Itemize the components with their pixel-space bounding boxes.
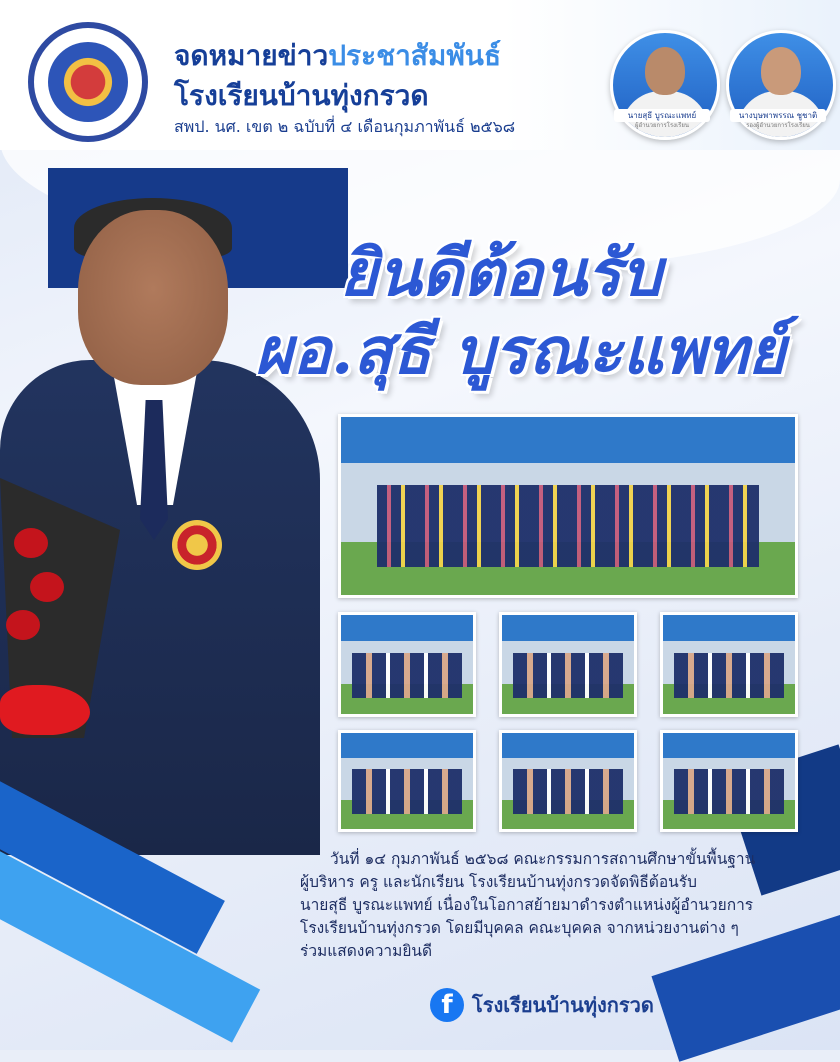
photo-people: [674, 653, 785, 699]
issue-info: สพป. นศ. เขต ๒ ฉบับที่ ๔ เดือนกุมภาพันธ์ ๒๕๖๘: [174, 117, 516, 136]
event-photo: [499, 730, 637, 832]
event-photo-main: [338, 414, 798, 598]
article-line: นายสุธี บูรณะแพทย์ เนื่องในโอกาสย้ายมาดำรงตำแหน่งผู้อำนวยการ: [300, 896, 754, 914]
ribbon-icon: [0, 685, 90, 735]
school-name: โรงเรียนบ้านทุ่งกรวด: [174, 79, 429, 112]
article-line: ผู้บริหาร ครู และนักเรียน โรงเรียนบ้านทุ่งกรวดจัดพิธีต้อนรับ: [300, 873, 697, 891]
photo-people: [377, 485, 758, 567]
facebook-page-link[interactable]: [430, 988, 654, 1022]
badge-icon: [172, 520, 222, 570]
newsletter-title: [174, 34, 501, 78]
photo-ceiling: [341, 417, 795, 463]
photo-people: [674, 769, 785, 813]
article-text: [300, 848, 780, 963]
facebook-icon[interactable]: f: [430, 988, 464, 1022]
face-shape: [645, 47, 685, 95]
photo-people: [513, 653, 624, 699]
rose-icon: [30, 572, 64, 602]
rose-icon: [6, 610, 40, 640]
event-photo: [499, 612, 637, 717]
title-part-pr: ประชาสัมพันธ์: [328, 39, 502, 72]
event-photo: [660, 730, 798, 832]
facebook-page-name[interactable]: โรงเรียนบ้านทุ่งกรวด: [472, 993, 654, 1017]
photo-ceiling: [663, 615, 795, 641]
event-photo: [338, 730, 476, 832]
photo-ceiling: [341, 733, 473, 758]
photo-people: [352, 653, 463, 699]
event-photo: [660, 612, 798, 717]
headline-director: ผอ.สุธี บูรณะแพทย์: [255, 314, 786, 389]
deputy-name: นางบุษพาพรรณ ชูชาติ: [730, 109, 826, 122]
photo-people: [513, 769, 624, 813]
director-name: นายสุธี บูรณะแพทย์: [614, 109, 710, 122]
rose-icon: [14, 528, 48, 558]
photo-ceiling: [663, 733, 795, 758]
director-role: ผู้อำนวยการโรงเรียน: [635, 122, 689, 129]
photo-ceiling: [341, 615, 473, 641]
headline-welcome: ยินดีต้อนรับ: [340, 236, 662, 311]
article-line: ร่วมแสดงความยินดี: [300, 942, 433, 960]
newsletter-header: [0, 0, 840, 150]
article-line: วันที่ ๑๔ กุมภาพันธ์ ๒๕๖๘ คณะกรรมการสถานศึกษาขั้นพื้นฐาน: [330, 850, 756, 868]
photo-people: [352, 769, 463, 813]
portrait-head: [78, 210, 228, 385]
logo-emblem-icon: [48, 42, 128, 122]
deputy-role: รองผู้อำนวยการโรงเรียน: [746, 122, 810, 129]
school-logo: [28, 22, 148, 142]
face-shape: [761, 47, 801, 95]
title-part-newsletter: จดหมายข่าว: [174, 39, 329, 72]
article-line: โรงเรียนบ้านทุ่งกรวด โดยมีบุคคล คณะบุคคล จากหน่วยงานต่าง ๆ: [300, 919, 739, 937]
photo-ceiling: [502, 733, 634, 758]
photo-ceiling: [502, 615, 634, 641]
event-photo: [338, 612, 476, 717]
